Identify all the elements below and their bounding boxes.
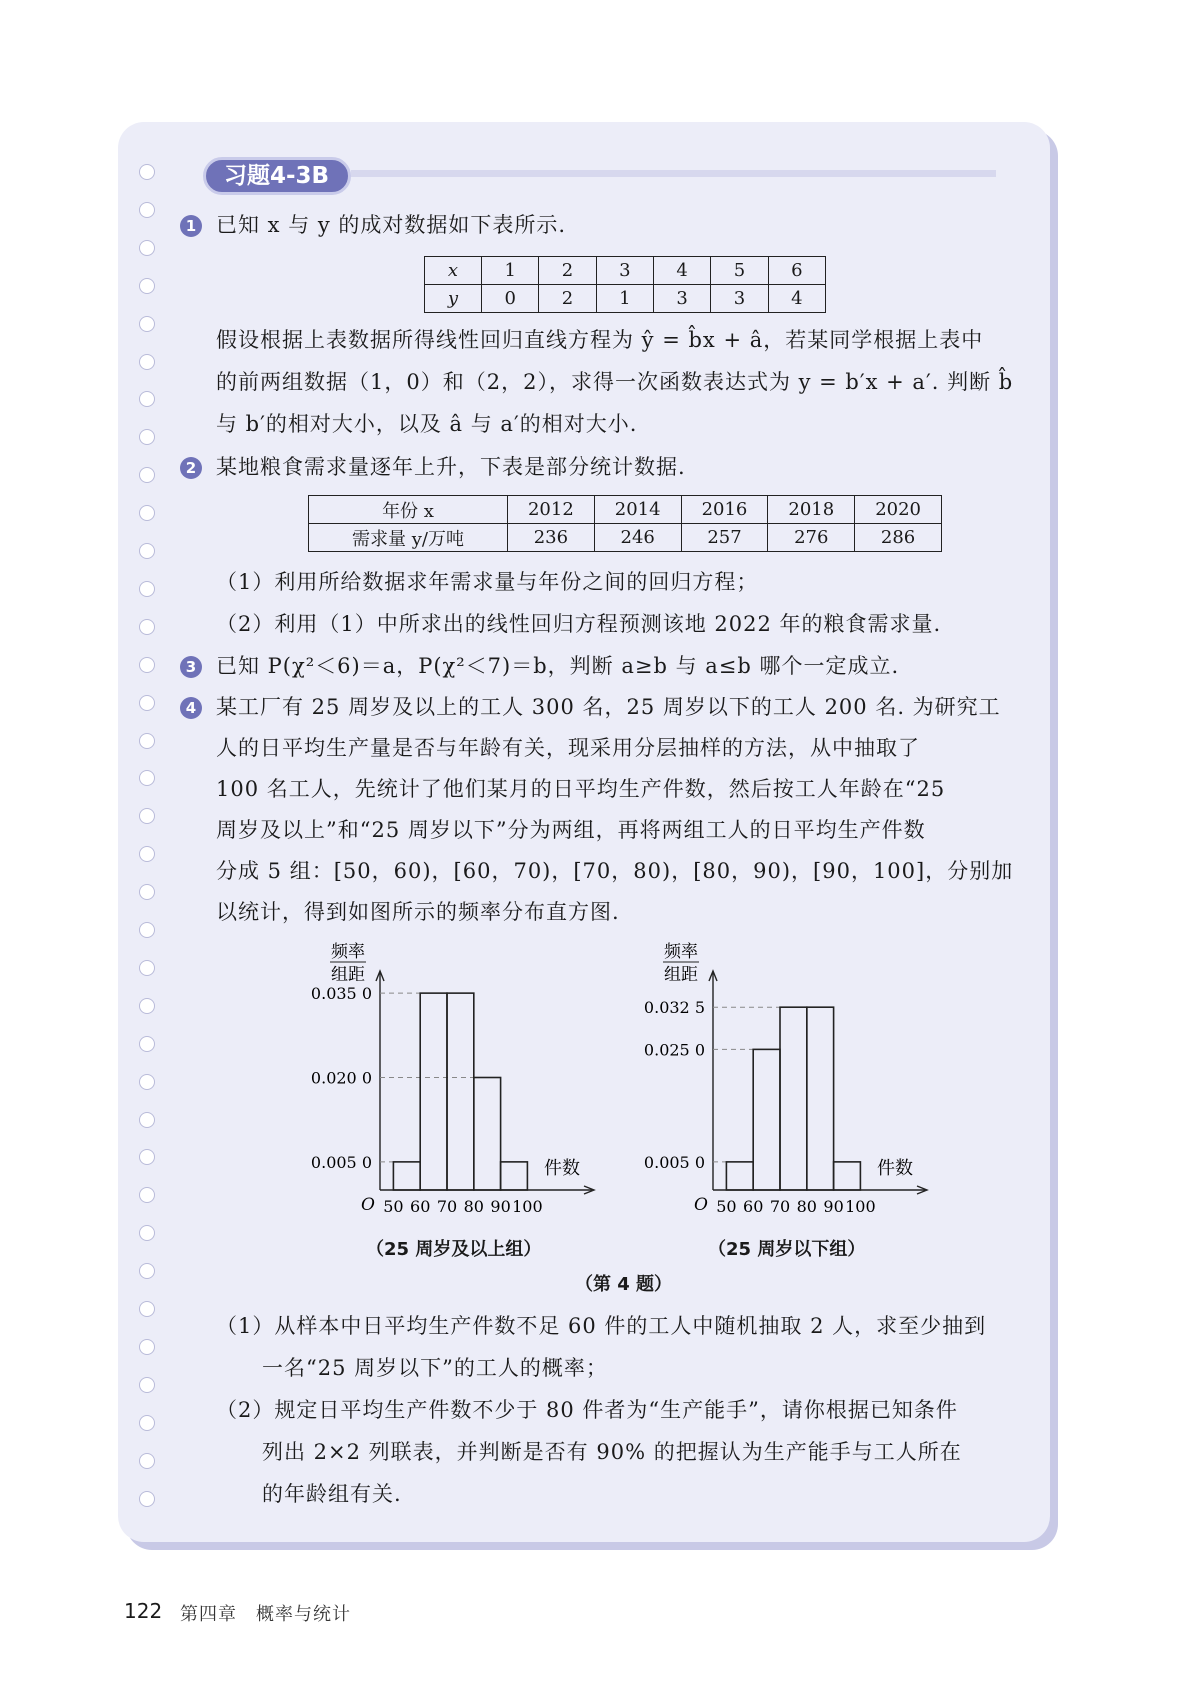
q1-cell: 3 [711,285,768,313]
y-tick-label: 0.035 0 [310,984,372,1004]
binder-ring [139,960,155,976]
x-axis-label: 件数 [877,1158,913,1179]
binder-ring [139,1301,155,1317]
q2-cell: 2018 [768,496,855,524]
y-tick-label: 0.025 0 [643,1040,705,1060]
histogram-under-25 [633,935,953,1225]
binder-ring [139,543,155,559]
histogram-bar [834,1162,861,1190]
q1-cell: 6 [768,257,825,285]
q1-cell: 2 [539,285,596,313]
histogram-bar [780,1007,807,1190]
q4-line-6: 以统计，得到如图所示的频率分布直方图. [216,900,620,924]
question-number-2: 2 [180,457,202,479]
q2-table [308,495,942,552]
q2-row-year-label: 年份 x [309,496,508,524]
binder-ring [139,619,155,635]
q2-table-row-year [309,496,942,524]
q2-cell: 2016 [681,496,768,524]
binder-ring [139,1491,155,1507]
binder-ring [139,695,155,711]
q1-cell: 0 [482,285,539,313]
binder-ring [139,733,155,749]
q2-sub-2: （2）利用（1）中所求出的线性回归方程预测该地 2022 年的粮食需求量. [216,612,942,636]
q1-row-y-label: y [425,285,482,313]
q2-cell: 286 [855,524,942,552]
y-tick-label: 0.032 5 [643,998,705,1018]
q2-cell: 276 [768,524,855,552]
q4-sub-1a: （1）从样本中日平均生产件数不足 60 件的工人中随机抽取 2 人，求至少抽到 [216,1314,987,1338]
binder-ring [139,505,155,521]
binder-ring [139,884,155,900]
x-tick-label: 80 [463,1197,484,1216]
q4-line-2: 人的日平均生产量是否与年龄有关，现采用分层抽样的方法，从中抽取了 [216,736,920,760]
binder-ring [139,240,155,256]
q2-intro: 某地粮食需求量逐年上升，下表是部分统计数据. [216,455,686,479]
histogram-bar [726,1162,753,1190]
chart-caption-25-and-above: （25 周岁及以上组） [366,1239,542,1260]
x-tick-label: 80 [796,1197,817,1216]
binder-ring [139,1415,155,1431]
q1-row-x-label: x [425,257,482,285]
binder-ring [139,1074,155,1090]
question-number-4: 4 [180,697,202,719]
y-axis-label-top: 频率 [331,942,365,962]
q1-line-1: 假设根据上表数据所得线性回归直线方程为 ŷ = b̂x + â，若某同学根据上表中 [216,328,984,352]
binder-ring [139,164,155,180]
figure-caption: （第 4 题） [575,1274,673,1295]
binder-ring [139,1377,155,1393]
histogram-bar [753,1049,780,1190]
q2-cell: 2020 [855,496,942,524]
q1-line-3: 与 b′的相对大小，以及 â 与 a′的相对大小. [216,412,638,436]
binder-ring [139,202,155,218]
q1-intro: 已知 x 与 y 的成对数据如下表所示. [216,213,567,237]
histogram-25-and-above [300,935,620,1225]
x-tick-label: 70 [769,1197,791,1216]
binder-ring [139,1339,155,1355]
q4-line-5: 分成 5 组：[50，60)，[60，70)，[70，80)，[80，90)，[90，100]，分别加 [216,859,1014,883]
q4-line-3: 100 名工人，先统计了他们某月的日平均生产件数，然后按工人年龄在“25 [216,777,946,801]
binder-ring [139,581,155,597]
q4-line-1: 某工厂有 25 周岁及以上的工人 300 名，25 周岁以下的工人 200 名. 为研究工 [216,695,1001,719]
y-axis-label-bottom: 组距 [331,965,365,985]
q1-cell: 1 [596,285,653,313]
q2-cell: 246 [594,524,681,552]
q4-line-4: 周岁及以上”和“25 周岁以下”分为两组，再将两组工人的日平均生产件数 [216,818,926,842]
q4-sub-1b: 一名“25 周岁以下”的工人的概率； [262,1356,608,1380]
binder-ring [139,1453,155,1469]
q1-cell: 3 [596,257,653,285]
q1-table [424,256,826,313]
binder-ring [139,1036,155,1052]
chapter-title: 第四章 概率与统计 [180,1604,351,1625]
page-number: 122 [124,1599,163,1623]
x-tick-label: 60 [410,1197,431,1216]
q2-cell: 2014 [594,496,681,524]
q4-sub-2a: （2）规定日平均生产件数不少于 80 件者为“生产能手”，请你根据已知条件 [216,1398,958,1422]
binder-ring [139,278,155,294]
q1-cell: 5 [711,257,768,285]
q2-cell: 2012 [508,496,595,524]
x-tick-label: 90 [490,1197,511,1216]
question-number-3: 3 [180,656,202,678]
binder-ring [139,922,155,938]
q4-sub-2c: 的年龄组有关. [262,1482,402,1506]
y-axis-label-top: 频率 [664,942,698,962]
question-number-1: 1 [180,215,202,237]
binder-ring [139,998,155,1014]
chart-caption-under-25: （25 周岁以下组） [708,1239,866,1260]
x-tick-label: 60 [743,1197,764,1216]
header-rule [351,170,996,177]
x-axis-label: 件数 [544,1158,580,1179]
histogram-bar [807,1007,834,1190]
q3-text: 已知 P(χ²＜6)＝a，P(χ²＜7)＝b，判断 a≥b 与 a≤b 哪个一定成立. [216,654,900,678]
x-tick-label: 90 [823,1197,844,1216]
binder-ring [139,1263,155,1279]
q1-cell: 4 [653,257,710,285]
origin-label: O [694,1195,708,1215]
q2-cell: 257 [681,524,768,552]
x-tick-label: 70 [436,1197,458,1216]
x-tick-label: 50 [716,1197,737,1216]
histogram-bar [420,993,447,1190]
binder-ring [139,354,155,370]
q1-cell: 3 [653,285,710,313]
y-tick-label: 0.005 0 [643,1152,705,1172]
y-axis-label-bottom: 组距 [664,965,698,985]
q2-cell: 236 [508,524,595,552]
q1-table-row-y [425,285,826,313]
q1-cell: 2 [539,257,596,285]
x-tick-label: 100 [845,1197,876,1216]
q4-sub-2b: 列出 2×2 列联表，并判断是否有 90% 的把握认为生产能手与工人所在 [262,1440,962,1464]
x-tick-label: 100 [512,1197,543,1216]
histogram-bar [474,1078,501,1191]
q2-row-demand-label: 需求量 y/万吨 [309,524,508,552]
q1-cell: 1 [482,257,539,285]
histogram-bar [501,1162,528,1190]
q1-cell: 4 [768,285,825,313]
origin-label: O [361,1195,375,1215]
histogram-bar [447,993,474,1190]
q2-sub-1: （1）利用所给数据求年需求量与年份之间的回归方程； [216,570,759,594]
q1-table-row-x [425,257,826,285]
exercise-badge: 习题4-3B [203,157,351,195]
binder-ring [139,1112,155,1128]
y-tick-label: 0.020 0 [310,1068,372,1088]
binder-ring [139,316,155,332]
histogram-bar [393,1162,420,1190]
q2-table-row-demand [309,524,942,552]
q1-line-2: 的前两组数据（1，0）和（2，2），求得一次函数表达式为 y = b′x + a′. 判断 b̂ [216,370,1014,394]
x-tick-label: 50 [383,1197,404,1216]
binder-ring [139,657,155,673]
y-tick-label: 0.005 0 [310,1152,372,1172]
